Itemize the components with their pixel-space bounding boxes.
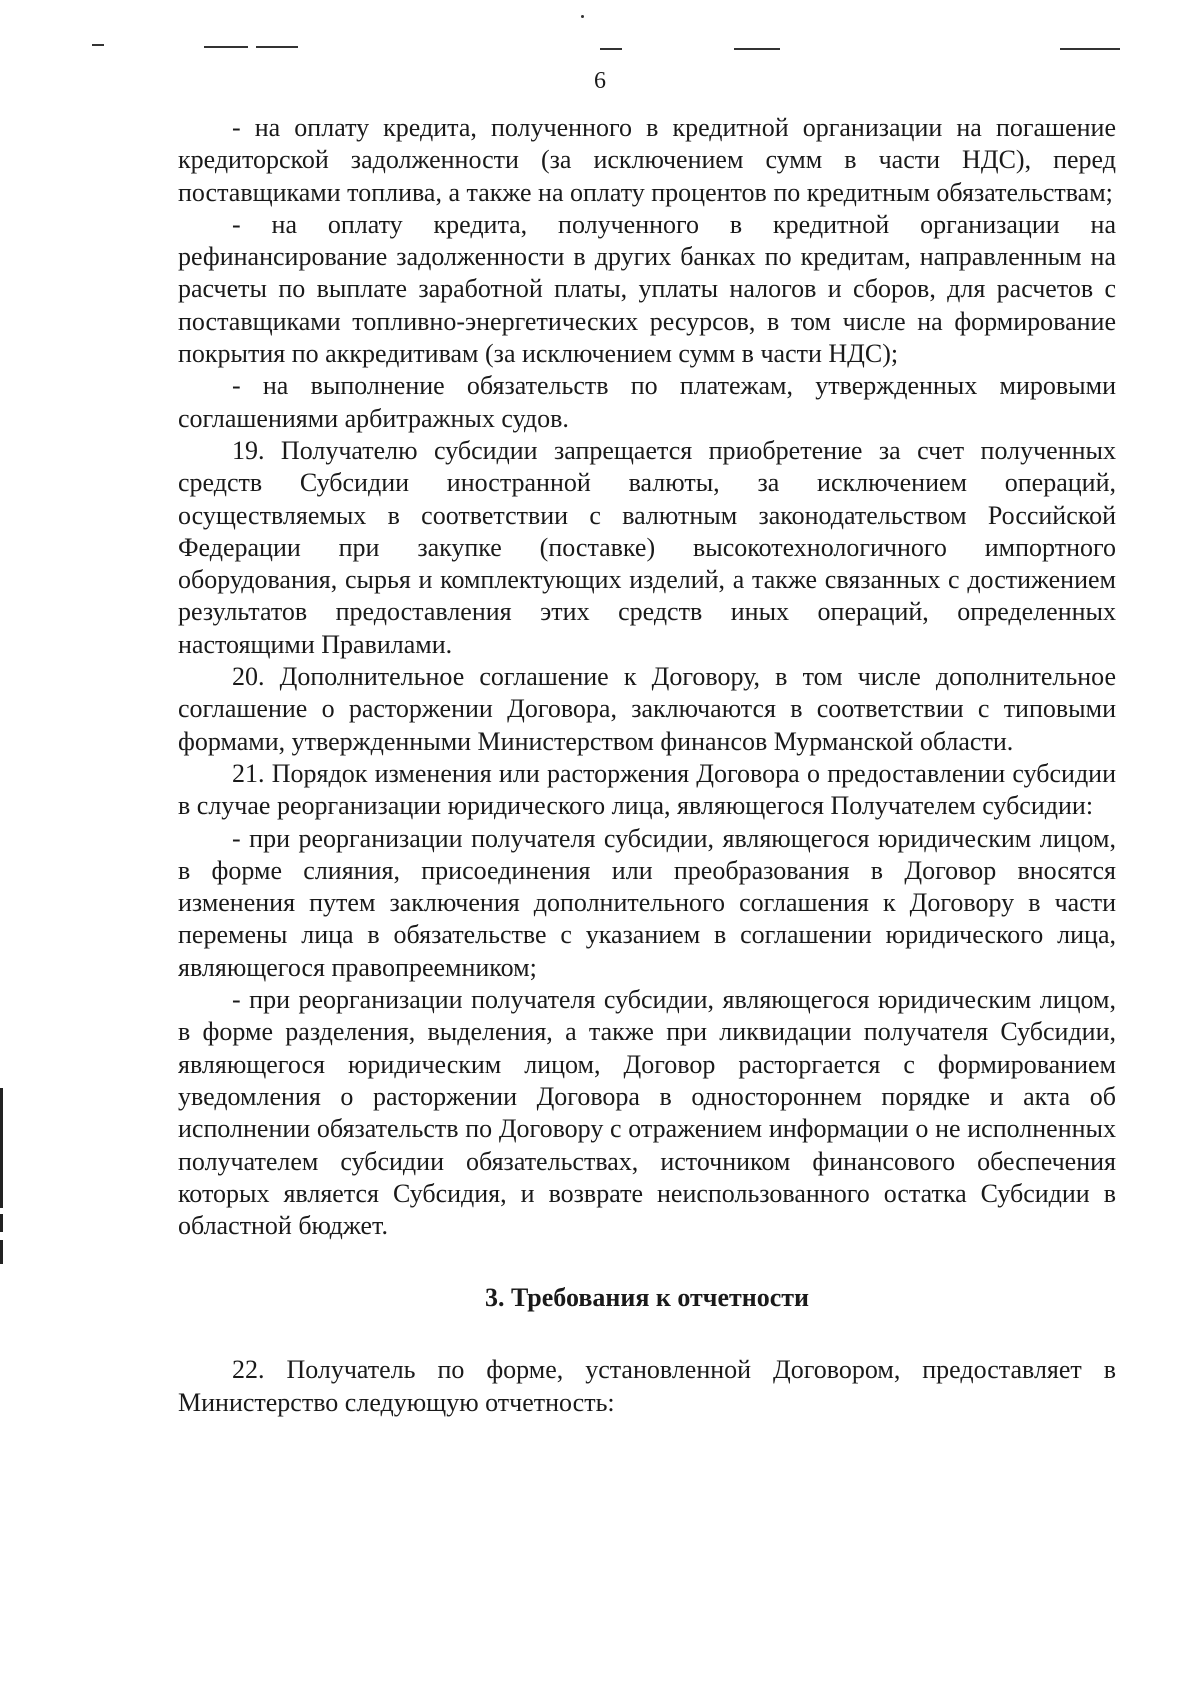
paragraph-22: 22. Получатель по форме, установленной Договором, предоставляет в Министерство следующую отчетность: bbox=[178, 1355, 1116, 1417]
scan-edge-mark bbox=[0, 1214, 3, 1232]
section-heading: 3. Требования к отчетности bbox=[484, 1283, 810, 1313]
paragraph-21: 21. Порядок изменения или расторжения Договора о предоставлении субсидии в случае реорганизации юридического лица, являющегося Получателем субсидии: bbox=[178, 758, 1116, 821]
paragraph-credit-payables: - на оплату кредита, полученного в кредитной организации на погашение кредиторской задолженности (за исключением сумм в части НДС), перед поставщиками топлива, а также на оплату процентов по кредитным обязательствам; bbox=[178, 113, 1116, 207]
scan-mark bbox=[734, 48, 780, 50]
scan-mark bbox=[581, 15, 584, 18]
scan-mark bbox=[256, 46, 298, 48]
scan-edge-mark bbox=[0, 1240, 3, 1264]
scan-mark bbox=[92, 44, 104, 46]
scan-mark bbox=[1060, 48, 1120, 50]
document-body bbox=[178, 112, 1116, 1419]
paragraph-19: 19. Получателю субсидии запрещается приобретение за счет полученных средств Субсидии иностранной валюты, за исключением операций, осуществляемых в соответствии с валютным законодательством Российской Федерации при закупке (поставке) высокотехнологичного импортного оборудования, сырья и комплектующих изделий, а также связанных с достижением результатов предоставления этих средств иных операций, определенных настоящими Правилами. bbox=[178, 435, 1116, 659]
paragraph-21-division: - при реорганизации получателя субсидии, являющегося юридическим лицом, в форме разделения, выделения, а также при ликвидации получателя Субсидии, являющегося юридическим лицом, Договор расторгается с формированием уведомления о расторжении Договора в одностороннем порядке и акта об исполнении обязательств по Договору с отражением информации о не исполненных получателем субсидии обязательствах, источником финансового обеспечения которых является Субсидия, и возврате неиспользованного остатка Субсидии в областной бюджет. bbox=[178, 985, 1116, 1241]
paragraph-settlement-obligations: - на выполнение обязательств по платежам, утвержденных мировыми соглашениями арбитражных судов. bbox=[178, 371, 1116, 433]
scan-mark bbox=[600, 48, 622, 50]
paragraph-21-merger: - при реорганизации получателя субсидии, являющегося юридическим лицом, в форме слияния, присоединения или преобразования в Договор вносятся изменения путем заключения дополнительного соглашения к Договору в части перемены лица в обязательстве с указанием в соглашении юридического лица, являющегося правопреемником; bbox=[178, 823, 1116, 982]
scan-artifacts bbox=[0, 0, 1200, 70]
scan-mark bbox=[204, 46, 248, 48]
paragraph-20: 20. Дополнительное соглашение к Договору, в том числе дополнительное соглашение о расторжении Договора, заключаются в соответствии с типовыми формами, утвержденными Министерством финансов Мурманской области. bbox=[178, 662, 1116, 756]
page-number: 6 bbox=[594, 68, 606, 94]
scan-edge-mark bbox=[0, 1088, 3, 1208]
paragraph-credit-refinancing: - на оплату кредита, полученного в кредитной организации на рефинансирование задолженности в других банках по кредитам, направленным на расчеты по выплате заработной платы, уплаты налогов и сборов, для расчетов с поставщиками топливно-энергетических ресурсов, в том числе на формирование покрытия по аккредитивам (за исключением сумм в части НДС); bbox=[178, 209, 1116, 369]
